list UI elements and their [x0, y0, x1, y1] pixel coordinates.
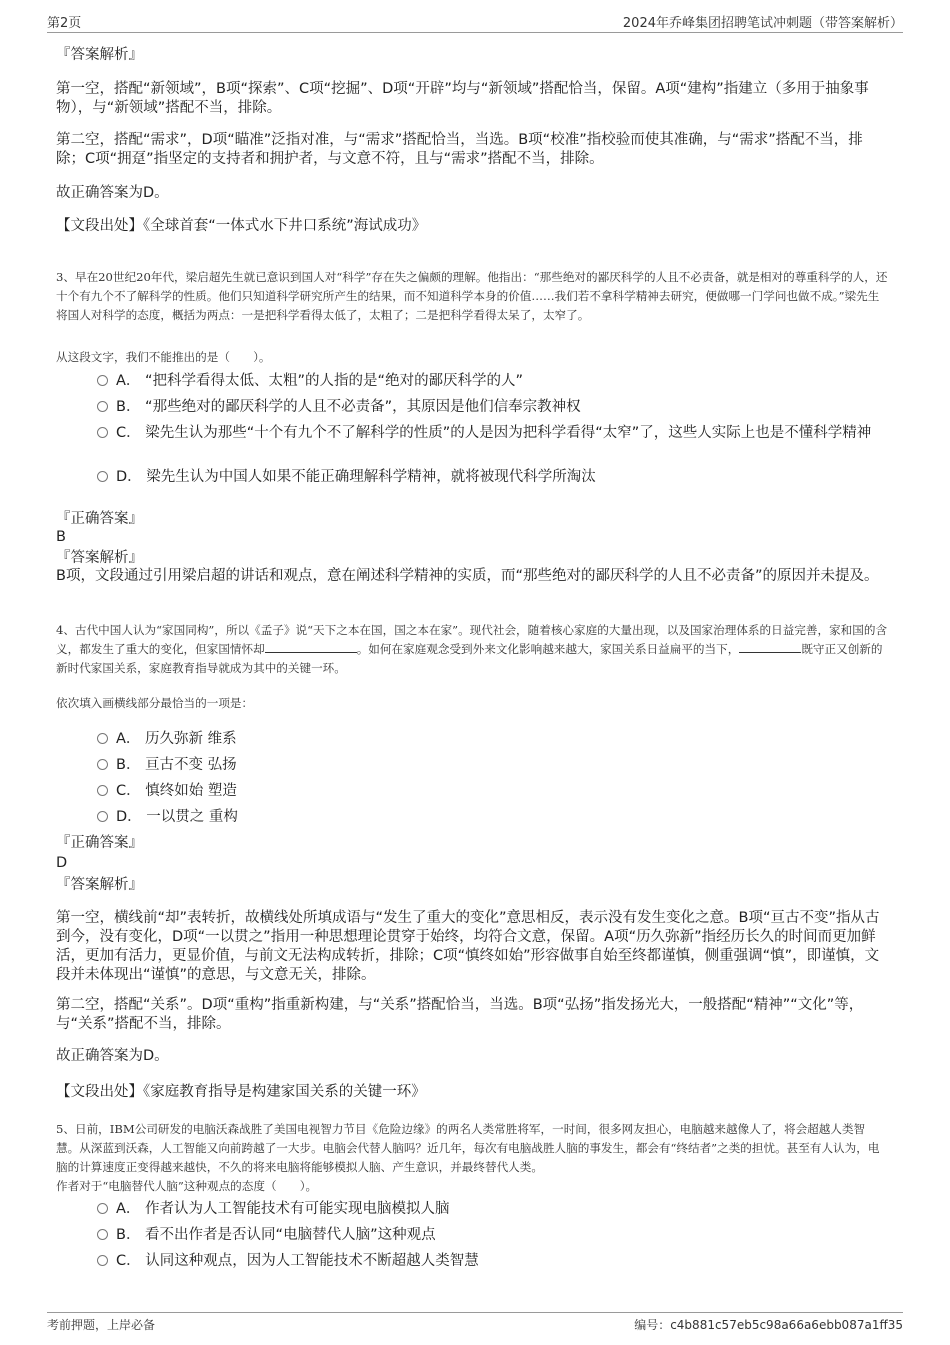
analysis-paragraph: 第一空，横线前“却”表转折，故横线处所填成语与“发生了重大的变化”意思相反，表示没有发生变化之意。B项“亘古不变”指从古到今，没有变化，D项“一以贯之”指用一种思想理论贯穿于始终，均符合文意，保留。A项“历久弥新”指经历长久的时间而更加鲜活，更加有活力，更显价值，与前文无法构成转折，排除；C项“慎终如始”形容做事自始至终都谨慎，侧重强调“慎”，即谨慎，文段并未体现出“谨慎”的意思，与文意无关，排除。: [56, 910, 880, 983]
conclusion: 故正确答案为D。: [56, 1048, 169, 1064]
question-stem: 4、古代中国人认为“家国同构”，所以《孟子》说“天下之本在国，国之本在家”。现代社会，随着核心家庭的大量出现，以及国家治理体系的日益完善，家和国的含义，都发生了重大的变化，但家国情怀却 。如何在家庭观念受到外来文化影响越来越大，家国关系日益扁平的当下， 既守正又创新的新时代家国关系，家庭教育指导就成为其中的关键一环。: [56, 623, 888, 675]
document-code: 编号：c4b881c57eb5c98a66a6ebb087a1ff35: [634, 1318, 903, 1332]
footer-slogan: 考前押题，上岸必备: [47, 1318, 156, 1332]
answer-label: 『正确答案』: [56, 835, 143, 851]
page-header: [47, 12, 903, 33]
option-c[interactable]: C． 梁先生认为那些“十个有九个不了解科学的性质”的人是因为把科学看得“太窄”了，这些人实际上也是不懂科学精神: [97, 422, 892, 444]
source-note: 【文段出处】《全球首套“一体式水下井口系统”海试成功》: [56, 218, 427, 234]
option-b[interactable]: B． 亘古不变 弘扬: [97, 754, 892, 776]
radio-icon[interactable]: [97, 733, 108, 744]
correct-answer: B: [56, 529, 66, 545]
analysis-paragraph: 第一空，搭配“新领域”，B项“探索”、C项“挖掘”、D项“开辟”均与“新领域”搭配恰当，保留。A项“建构”指建立（多用于抽象事物），与“新领域”搭配不当，排除。: [56, 81, 869, 116]
radio-icon[interactable]: [97, 1229, 108, 1240]
question-ask: 从这段文字，我们不能推出的是（ ）。: [56, 350, 271, 364]
radio-icon[interactable]: [97, 471, 108, 482]
option-b[interactable]: B． 看不出作者是否认同“电脑替代人脑”这种观点: [97, 1224, 892, 1246]
radio-icon[interactable]: [97, 811, 108, 822]
radio-icon[interactable]: [97, 427, 108, 438]
analysis-paragraph: B项，文段通过引用梁启超的讲话和观点，意在阐述科学精神的实质，而“那些绝对的鄙厌科学的人且不必责备”的原因并未提及。: [56, 568, 879, 584]
radio-icon[interactable]: [97, 375, 108, 386]
correct-answer: D: [56, 855, 68, 871]
option-a[interactable]: A． “把科学看得太低、太粗”的人指的是“绝对的鄙厌科学的人”: [97, 370, 892, 392]
radio-icon[interactable]: [97, 401, 108, 412]
option-b[interactable]: B． “那些绝对的鄙厌科学的人且不必责备”，其原因是他们信奉宗教神权: [97, 396, 892, 418]
analysis-paragraph: 第二空，搭配“需求”，D项“瞄准”泛指对准，与“需求”搭配恰当，当选。B项“校准”指校验而使其准确，与“需求”搭配不当，排除；C项“拥趸”指坚定的支持者和拥护者，与文意不符，且与“需求”搭配不当，排除。: [56, 132, 863, 167]
analysis-paragraph: 第二空，搭配“关系”。D项“重构”指重新构建，与“关系”搭配恰当，当选。B项“弘扬”指发扬光大，一般搭配“精神”“文化”等，与“关系”搭配不当，排除。: [56, 997, 864, 1032]
radio-icon[interactable]: [97, 1203, 108, 1214]
option-c[interactable]: C． 认同这种观点，因为人工智能技术不断超越人类智慧: [97, 1250, 892, 1272]
analysis-label: 『答案解析』: [56, 47, 143, 63]
answer-label: 『正确答案』: [56, 511, 143, 527]
page-footer: [47, 1312, 903, 1335]
analysis-label: 『答案解析』: [56, 550, 143, 566]
radio-icon[interactable]: [97, 785, 108, 796]
option-d[interactable]: D． 一以贯之 重构: [97, 806, 892, 828]
fill-blank: [739, 640, 801, 653]
option-a[interactable]: A． 作者认为人工智能技术有可能实现电脑模拟人脑: [97, 1198, 892, 1220]
fill-blank: [265, 640, 357, 653]
source-note: 【文段出处】《家庭教育指导是构建家国关系的关键一环》: [56, 1084, 426, 1100]
radio-icon[interactable]: [97, 1255, 108, 1266]
page-number: 第2页: [47, 16, 82, 31]
radio-icon[interactable]: [97, 759, 108, 770]
option-a[interactable]: A． 历久弥新 维系: [97, 728, 892, 750]
conclusion: 故正确答案为D。: [56, 185, 169, 201]
document-title: 2024年乔峰集团招聘笔试冲刺题（带答案解析）: [622, 16, 903, 31]
question-stem: 5、日前，IBM公司研发的电脑沃森战胜了美国电视智力节目《危险边缘》的两名人类常胜将军，一时间，很多网友担心，电脑越来越像人了，将会超越人类智慧。从深蓝到沃森，人工智能又向前跨越了一大步。电脑会代替人脑吗？近几年，每次有电脑战胜人脑的事发生，都会有“终结者”之类的担忧。甚至有人认为，电脑的计算速度正变得越来越快，不久的将来电脑将能够模拟人脑、产生意识，并最终替代人类。: [56, 1122, 880, 1174]
question-stem: 3、早在20世纪20年代，梁启超先生就已意识到国人对“科学”存在失之偏颇的理解。他指出：“那些绝对的鄙厌科学的人且不必责备，就是相对的尊重科学的人，还十个有九个不了解科学的性质。他们只知道科学研究所产生的结果，而不知道科学本身的价值……我们若不拿科学精神去研究，便做哪一门学问也做不成。”梁先生将国人对科学的态度，概括为两点：一是把科学看得太低了，太粗了；二是把科学看得太呆了，太窄了。: [56, 270, 888, 322]
option-c[interactable]: C． 慎终如始 塑造: [97, 780, 892, 802]
analysis-label: 『答案解析』: [56, 877, 143, 893]
option-d[interactable]: D． 梁先生认为中国人如果不能正确理解科学精神，就将被现代科学所淘汰: [97, 466, 892, 488]
question-ask: 作者对于“电脑替代人脑”这种观点的态度（ ）。: [56, 1179, 318, 1193]
question-ask: 依次填入画横线部分最恰当的一项是：: [56, 696, 254, 710]
